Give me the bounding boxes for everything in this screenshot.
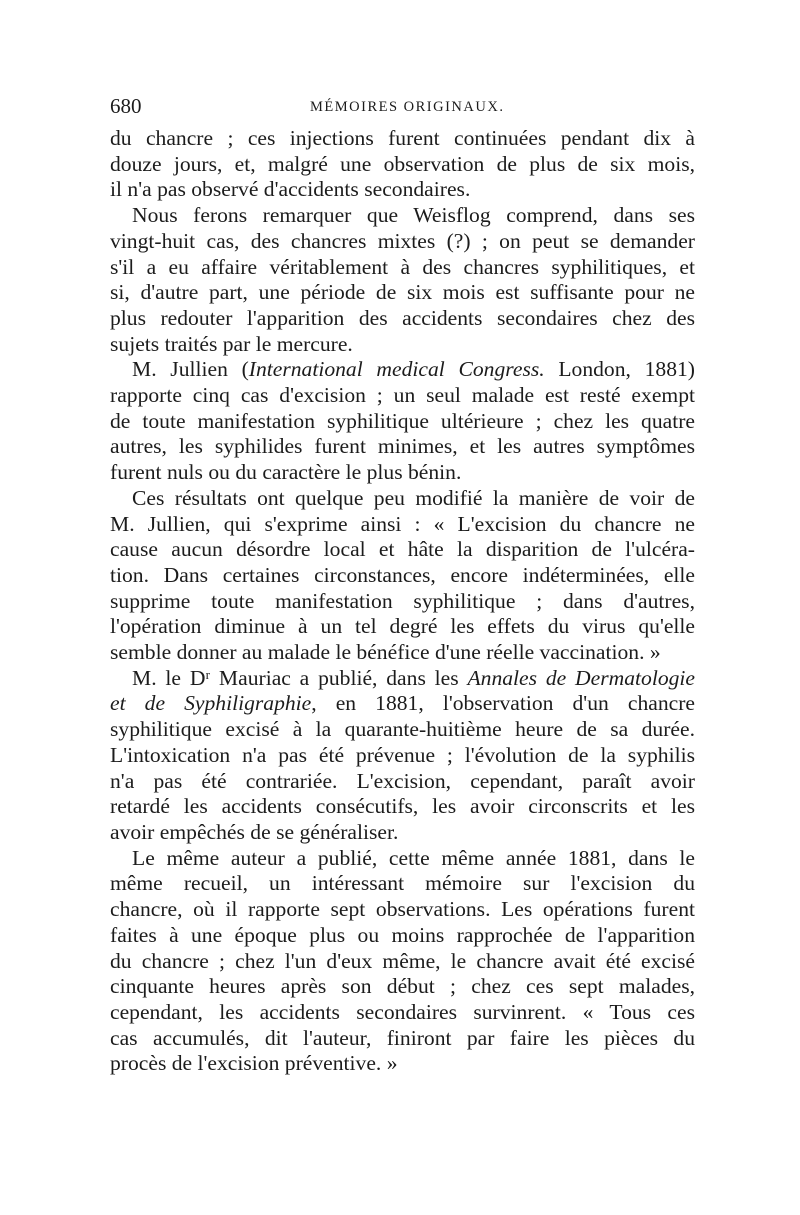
text-line: même recueil, un intéressant mémoire sur l'excision du [110,871,695,896]
text-fragment: M. Jullien ( [132,357,249,382]
text-fragment: , en 1881, l'observation d'un chancre [311,691,695,716]
text-line: autres, les syphilides furent minimes, et les autres symptômes [110,434,695,459]
text-line [110,691,695,717]
text-line: retardé les accidents consécutifs, les avoir circonscrits et les [110,794,695,819]
text-line: vingt-huit cas, des chancres mixtes (?) ; on peut se demander [110,228,695,253]
journal-title: Annales de Dermatologie [467,665,695,690]
text-fragment: M. le Dʳ Mauriac a publié, dans les [132,665,468,690]
text-line: cinquante heures après son début ; chez ces sept malades, [110,974,695,999]
text-line: L'intoxication n'a pas été prévenue ; l'évolution de la syphilis [110,742,695,767]
paragraph-2 [110,203,695,357]
text-fragment: London, 1881) [544,357,695,382]
text-line: cause aucun désordre local et hâte la disparition de l'ulcéra- [110,537,695,562]
text-line: chancre, où il rapporte sept observations. Les opérations furent [110,897,695,922]
page-header [110,94,695,124]
paragraph-3 [110,357,695,486]
text-line [110,666,695,692]
text-line: tion. Dans certaines circonstances, encore indéterminées, elle [110,562,695,587]
text-line: n'a pas été contrariée. L'excision, cependant, paraît avoir [110,768,695,793]
text-line: du chancre ; ces injections furent continuées pendant dix à [110,126,695,150]
text-line: cas accumulés, dit l'auteur, finiront par faire les pièces du [110,1025,695,1050]
text-line: du chancre ; chez l'un d'eux même, le chancre avait été excisé [110,948,695,973]
paragraph-4 [110,486,695,666]
text-line: Nous ferons remarquer que Weisflog comprend, dans ses [132,203,695,228]
text-line: syphilitique excisé à la quarante-huitième heure de sa durée. [110,717,695,742]
text-line: faites à une époque plus ou moins rapprochée de l'apparition [110,922,695,947]
text-line: Le même auteur a publié, cette même année 1881, dans le [132,845,695,870]
text-line: sujets traités par le mercure. [110,331,353,356]
text-line: de toute manifestation syphilitique ultérieure ; chez les quatre [110,408,695,433]
journal-title: International medical Congress. [248,357,545,382]
text-line: plus redouter l'apparition des accidents secondaires chez des [110,305,695,330]
text-line: Ces résultats ont quelque peu modifié la manière de voir de [132,485,695,510]
paragraph-1 [110,126,695,203]
page-number: 680 [110,94,142,118]
journal-title: et de Syphiligraphie [110,691,312,716]
text-line: furent nuls ou du caractère le plus bénin. [110,460,462,485]
text-line: avoir empêchés de se généraliser. [110,819,399,844]
text-line [110,357,695,383]
text-line: rapporte cinq cas d'excision ; un seul malade est resté exempt [110,383,695,408]
text-line: si, d'autre part, une période de six mois est suffisante pour ne [110,280,695,305]
text-line: douze jours, et, malgré une observation de plus de six mois, [110,151,695,176]
text-line: semble donner au malade le bénéfice d'une réelle vaccination. » [110,640,661,665]
text-line: il n'a pas observé d'accidents secondaires. [110,177,471,202]
book-page [110,94,695,1077]
text-line: s'il a eu affaire véritablement à des chancres syphilitiques, et [110,254,695,279]
paragraph-6 [110,846,695,1077]
text-line: procès de l'excision préventive. » [110,1051,398,1076]
running-head: MÉMOIRES ORIGINAUX. [310,99,505,115]
text-line: l'opération diminue à un tel degré les effets du virus qu'elle [110,614,695,639]
text-line: cependant, les accidents secondaires survinrent. « Tous ces [110,999,695,1024]
text-line: supprime toute manifestation syphilitique ; dans d'autres, [110,588,695,613]
paragraph-5 [110,666,695,846]
text-line: M. Jullien, qui s'exprime ainsi : « L'excision du chancre ne [110,511,695,536]
